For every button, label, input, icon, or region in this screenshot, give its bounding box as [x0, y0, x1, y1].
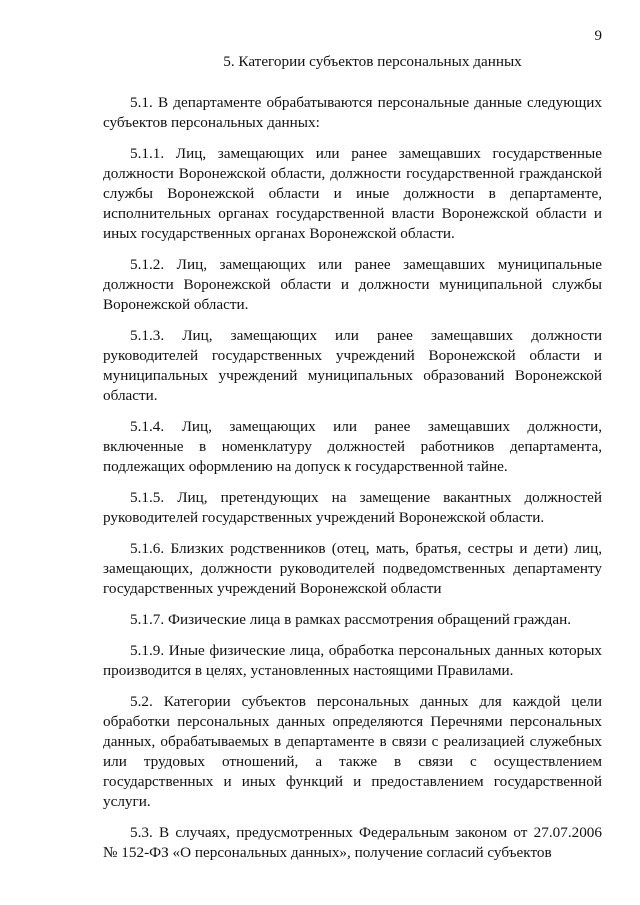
- paragraph-5-1-2: 5.1.2. Лиц, замещающих или ранее замещавших муниципальные должности Воронежской области и должности муниципальной службы Воронежской области.: [103, 256, 602, 313]
- paragraph-5-1-6: 5.1.6. Близких родственников (отец, мать, братья, сестры и дети) лиц, замещающих, должности руководителей подведомственных департаменту государственных учреждений Воронежской области: [103, 540, 602, 597]
- document-body: [103, 52, 602, 874]
- page-number: 9: [594, 28, 602, 44]
- paragraph-5-1-5: 5.1.5. Лиц, претендующих на замещение вакантных должностей руководителей государственных учреждений Воронежской области.: [103, 489, 602, 526]
- paragraph-5-2: 5.2. Категории субъектов персональных данных для каждой цели обработки персональных данных определяются Перечнями персональных данных, обрабатываемых в департаменте в связи с реализацией служебных или трудовых отношений, а также в связи с осуществлением государственных и иных функций и предоставлением государственной услуги.: [103, 693, 602, 810]
- paragraph-5-1: 5.1. В департаменте обрабатываются персональные данные следующих субъектов персональных данных:: [103, 94, 602, 131]
- paragraph-5-1-7: 5.1.7. Физические лица в рамках рассмотрения обращений граждан.: [130, 611, 572, 628]
- paragraph-5-1-4: 5.1.4. Лиц, замещающих или ранее замещавших должности, включенные в номенклатуру должностей работников департамента, подлежащих оформлению на допуск к государственной тайне.: [103, 418, 602, 475]
- paragraph-5-1-3: 5.1.3. Лиц, замещающих или ранее замещавших должности руководителей государственных учреждений Воронежской области и муниципальных учреждений муниципальных образований Воронежской области.: [103, 327, 602, 404]
- paragraph-5-1-1: 5.1.1. Лиц, замещающих или ранее замещавших государственные должности Воронежской области, должности государственной гражданской службы Воронежской области и иные должности в департаменте, исполнительных органах государственной власти Воронежской области и иных государственных органах Воронежской области.: [103, 145, 602, 242]
- section-title: 5. Категории субъектов персональных данных: [223, 53, 522, 70]
- paragraph-5-3: 5.3. В случаях, предусмотренных Федеральным законом от 27.07.2006 № 152-ФЗ «О персональных данных», получение согласий субъектов: [103, 824, 602, 861]
- paragraph-5-1-9: 5.1.9. Иные физические лица, обработка персональных данных которых производится в целях, установленных настоящими Правилами.: [103, 642, 602, 679]
